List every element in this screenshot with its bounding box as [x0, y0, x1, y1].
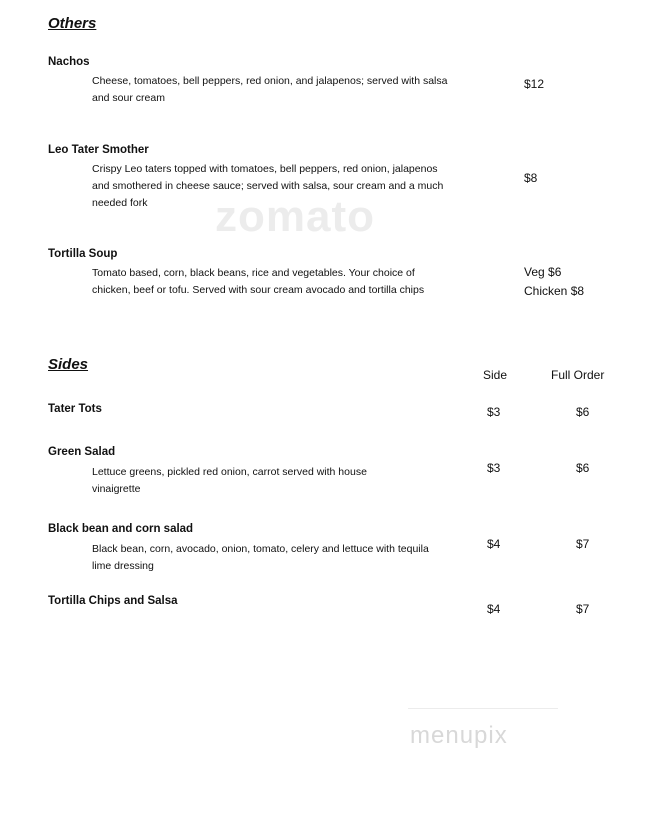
menu-item-price-full: $6: [576, 405, 590, 419]
menu-item-desc: Lettuce greens, pickled red onion, carrot served with house vinaigrette: [92, 466, 367, 495]
side-column-header: Side: [483, 368, 508, 382]
menu-item-price: $8: [524, 171, 538, 185]
menu-item-price-veg: Veg $6: [524, 265, 562, 279]
menu-item-price-side: $4: [487, 537, 501, 551]
menupix-watermark-line: [408, 708, 558, 709]
menu-item-name: Tortilla Soup: [48, 248, 118, 260]
menu-item-desc: Black bean, corn, avocado, onion, tomato, celery and lettuce with tequila lime dressing: [92, 543, 438, 572]
menupix-watermark: menupix: [410, 722, 508, 749]
zomato-watermark: zomato: [215, 192, 375, 241]
menu-item-price-side: $3: [487, 405, 501, 419]
others-section-title: Others: [48, 15, 97, 32]
menu-item-price-side: $3: [487, 461, 501, 475]
full-order-column-header: Full Order: [551, 368, 605, 382]
menu-item-price-full: $6: [576, 461, 590, 475]
sides-section-title: Sides: [48, 356, 89, 373]
menu-item-price-chicken: Chicken $8: [524, 284, 585, 298]
menu-item-name: Nachos: [48, 56, 90, 68]
menu-item-name: Tortilla Chips and Salsa: [48, 595, 178, 607]
menu-item-desc: Crispy Leo taters topped with tomatoes, bell peppers, red onion, jalapenos and smothered in cheese sauce; served with salsa, sour cream and a much needed fork: [92, 163, 444, 209]
menu-item-price: $12: [524, 77, 545, 91]
menu-item-desc: Tomato based, corn, black beans, rice and vegetables. Your choice of chicken, beef or tofu. Served with sour cream avocado and tortilla chips: [92, 267, 425, 296]
menu-item-name: Leo Tater Smother: [48, 144, 149, 156]
menu-item-name: Green Salad: [48, 446, 116, 458]
menu-item-price-side: $4: [487, 602, 501, 616]
menu-item-price-full: $7: [576, 537, 590, 551]
menu-item-name: Tater Tots: [48, 403, 102, 415]
menu-item-desc: Cheese, tomatoes, bell peppers, red onion, and jalapenos; served with salsa and sour cream: [92, 75, 448, 104]
menu-item-price-full: $7: [576, 602, 590, 616]
menu-item-name: Black bean and corn salad: [48, 523, 194, 535]
